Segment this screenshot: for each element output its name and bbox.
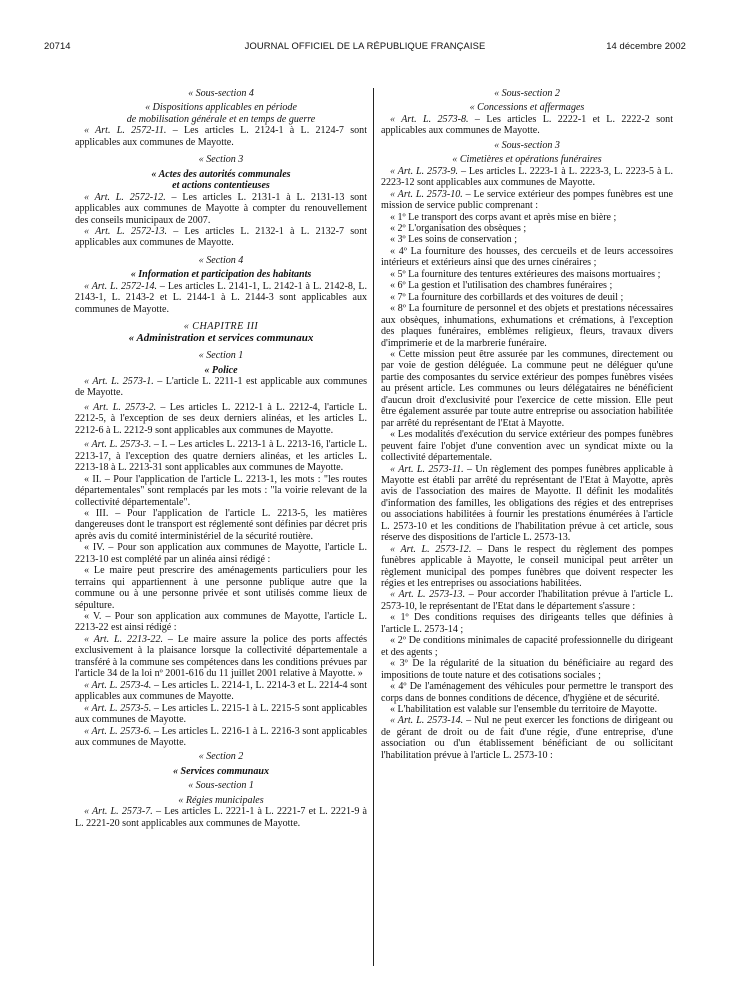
list-item: « 6º La gestion et l'utilisation des chambres funéraires ; <box>390 280 613 292</box>
article-paragraph: « Art. L. 2572-13. – Les articles L. 2132-1 à L. 2132-7 sont applicables aux communes de Mayotte. <box>75 225 368 249</box>
subsection-heading: « Sous-section 4 <box>188 88 254 99</box>
chapter-heading: « CHAPITRE III <box>183 321 259 333</box>
subsection-title: « Concessions et affermages <box>469 102 585 114</box>
paragraph: « Cette mission peut être assurée par les communes, directement ou par voie de gestion déléguée. La commune peut ne déléguer qu'une partie des composantes du service extérieur des pompes funèbres visées au présent article. Les communes ou leurs délégataires ne bénéficient d'aucun droit d'exclusivité pour l'exercice de cette mission. Elle peut être également assurée par toute autre entreprise ou association habilitée par arrêté du représentant de l'Etat à Mayotte. <box>381 348 673 429</box>
subsection-heading: « Sous-section 2 <box>494 88 560 99</box>
paragraph: « L'habilitation est valable sur l'ensemble du territoire de Mayotte. <box>390 704 657 716</box>
section-title: et actions contentieuses <box>172 180 270 192</box>
article-paragraph: « Art. L. 2573-11. – Un règlement des pompes funèbres applicable à Mayotte est établi par arrêté du représentant de l'Etat à Mayotte, après avis de l'association des maires de Mayotte. Il définit les modalités d'information des familles, les obligations des régies et des entreprises ou associations habilitées à fournir les prestations énumérées à l'article L. 2573-10 et les conditions de l'habilitation prévue à cet article, sous réserve des dispositions de l'article L. 2573-13. <box>381 463 673 544</box>
section-heading: « Section 1 <box>198 350 244 362</box>
list-item: « 8º La fourniture de personnel et des objets et prestations nécessaires aux obsèques, inhumations, exhumations et crémations, à l'exception des plaques funéraires, emblèmes religieux, fleurs, travaux divers d'imprimerie et de la marbrerie funéraire. <box>381 303 673 349</box>
paragraph: « II. – Pour l'application de l'article L. 2213-1, les mots : "les routes départementales" sont remplacés par les mots : "la voirie relevant de la collectivité départementale". <box>75 473 367 508</box>
subsection-heading: « Sous-section 3 <box>494 139 560 151</box>
page-number: 20714 <box>44 40 71 51</box>
list-item: « 4º La fourniture des housses, des cercueils et de leurs accessoires intérieurs et extérieurs ainsi que des urnes cinéraires ; <box>381 245 673 269</box>
article-paragraph: « Art. L. 2573-4. – Les articles L. 2214-1, L. 2214-3 et L. 2214-4 sont applicables aux communes de Mayotte. <box>75 679 367 703</box>
article-paragraph: « Art. L. 2573-13. – Pour accorder l'habilitation prévue à l'article L. 2573-10, le représentant de l'Etat dans le département s'assure : <box>381 589 673 612</box>
publication-date: 14 décembre 2002 <box>606 40 686 51</box>
list-item: « 1º Le transport des corps avant et après mise en bière ; <box>390 211 617 223</box>
subsection-title: « Régies municipales <box>178 794 264 806</box>
article-paragraph: « Art. L. 2573-5. – Les articles L. 2215-1 à L. 2215-5 sont applicables aux communes de Mayotte. <box>75 702 367 726</box>
article-paragraph: « Art. L. 2573-10. – Le service extérieur des pompes funèbres est une mission de service public comprenant : <box>381 188 674 212</box>
section-heading: « Section 3 <box>198 154 244 166</box>
column-divider <box>373 88 374 966</box>
page-header <box>44 40 686 54</box>
article-paragraph: « Art. L. 2573-6. – Les articles L. 2216-1 à L. 2216-3 sont applicables aux communes de Mayotte. <box>75 725 367 749</box>
section-title: « Services communaux <box>172 765 269 777</box>
section-title: « Information et participation des habitants <box>130 269 312 281</box>
article-paragraph: « Art. L. 2573-12. – Dans le respect du règlement des pompes funèbres applicable à Mayotte, le conseil municipal peut arrêter un règlement municipal des pompes funèbres que doivent respecter les régies et les entreprises ou associations habilitées. <box>381 543 673 590</box>
section-heading: « Section 4 <box>198 254 244 266</box>
list-item: « 3º De la régularité de la situation du bénéficiaire au regard des impositions de toute nature et des cotisations sociales ; <box>381 658 673 681</box>
list-item: « 5º La fourniture des tentures extérieures des maisons mortuaires ; <box>390 268 661 280</box>
section-heading: « Section 2 <box>198 751 244 763</box>
paragraph: « Le maire peut prescrire des aménagements particuliers pour les terrains qui appartiennent à une personne publique autre que la commune ou à une personne privée et sont utilisés comme lieux de sépulture. <box>75 565 367 611</box>
paragraph: « IV. – Pour son application aux communes de Mayotte, l'article L. 2213-10 est complété par un alinéa ainsi rédigé : <box>75 542 367 565</box>
section-title: « Actes des autorités communales <box>151 168 291 180</box>
paragraph: « V. – Pour son application aux communes de Mayotte, l'article L. 2213-22 est ainsi rédigé : <box>75 611 367 634</box>
article-paragraph: « Art. L. 2573-2. – Les articles L. 2212-1 à L. 2212-4, l'article L. 2212-5, à l'exception de ses deux derniers alinéas, et les articles L. 2212-6 à L. 2212-9 sont applicables aux communes de Mayotte. <box>75 401 367 436</box>
paragraph: « Les modalités d'exécution du service extérieur des pompes funèbres peuvent faire l'objet d'une convention avec un syndicat mixte ou la collectivité départementale. <box>381 429 673 464</box>
list-item: « 2º L'organisation des obsèques ; <box>390 222 527 234</box>
right-column <box>381 88 673 761</box>
paragraph: « III. – Pour l'application de l'article L. 2213-5, les matières dangereuses dont le transport est réglementé sont définies par décret pris après avis du comité interministériel de la sécurité routière. <box>75 507 367 542</box>
article-paragraph: « Art. L. 2573-14. – Nul ne peut exercer les fonctions de dirigeant ou de gérant de droit ou de fait d'une régie, d'une entreprise, d'une association ou d'un établissement bénéficiant de ou sollicitant l'habilitation prévue à l'article L. 2573-10 : <box>381 715 673 761</box>
article-paragraph: « Art. L. 2573-8. – Les articles L. 2222-1 et L. 2222-2 sont applicables aux communes de Mayotte. <box>381 113 673 137</box>
list-item: « 7º La fourniture des corbillards et des voitures de deuil ; <box>390 291 624 303</box>
article-paragraph: « Art. L. 2572-12. – Les articles L. 2131-1 à L. 2131-13 sont applicables aux communes de Mayotte à compter du renouvellement des conseils municipaux de 2007. <box>75 191 367 226</box>
article-paragraph: « Art. L. 2572-11. – Les articles L. 2124-1 à L. 2124-7 sont applicables aux communes de Mayotte. <box>75 125 367 148</box>
subsection-heading: « Sous-section 1 <box>188 780 254 792</box>
article-paragraph: « Art. L. 2573-1. – L'article L. 2211-1 est applicable aux communes de Mayotte. <box>75 375 367 399</box>
list-item: « 2º De conditions minimales de capacité professionnelle du dirigeant et des agents ; <box>381 635 673 658</box>
article-paragraph: « Art. L. 2573-7. – Les articles L. 2221-1 à L. 2221-7 et L. 2221-9 à L. 2221-20 sont applicables aux communes de Mayotte. <box>75 806 367 829</box>
article-paragraph: « Art. L. 2573-9. – Les articles L. 2223-1 à L. 2223-3, L. 2223-5 à L. 2223-12 sont applicables aux communes de Mayotte. <box>381 165 673 189</box>
list-item: « 3º Les soins de conservation ; <box>390 234 518 246</box>
article-paragraph: « Art. L. 2573-3. – I. – Les articles L. 2213-1 à L. 2213-16, l'article L. 2213-17, à l'exception des quatre derniers alinéas, et les articles L. 2213-18 à L. 2213-31 sont applicables aux communes de Mayotte. <box>75 439 367 474</box>
subsection-title: « Dispositions applicables en période <box>145 102 297 114</box>
left-column <box>75 88 367 829</box>
article-paragraph: « Art. L. 2572-14. – Les articles L. 2141-1, L. 2142-1 à L. 2142-8, L. 2143-1, L. 2143-2 et L. 2144-1 à L. 2144-3 sont applicables aux communes de Mayotte. <box>75 280 367 315</box>
section-title: « Police <box>204 364 238 376</box>
journal-title: JOURNAL OFFICIEL DE LA RÉPUBLIQUE FRANÇAISE <box>244 40 486 51</box>
article-paragraph: « Art. L. 2213-22. – Le maire assure la police des ports affectés exclusivement à la plaisance lorsque la collectivité départementale a transféré à la commune ses compétences dans les conditions prévues par l'article 34 de la loi nº 2001-616 du 11 juillet 2001 relative à Mayotte. » <box>75 633 367 680</box>
list-item: « 4º De l'aménagement des véhicules pour permettre le transport des corps dans de bonnes conditions de décence, d'hygiène et de sécurité. <box>381 681 673 704</box>
subsection-title: de mobilisation générale et en temps de guerre <box>126 113 316 125</box>
list-item: « 1º Des conditions requises des dirigeants telles que définies à l'article L. 2573-14 ; <box>381 612 673 635</box>
chapter-title: « Administration et services communaux <box>128 331 314 344</box>
subsection-title: « Cimetières et opérations funéraires <box>452 154 602 166</box>
